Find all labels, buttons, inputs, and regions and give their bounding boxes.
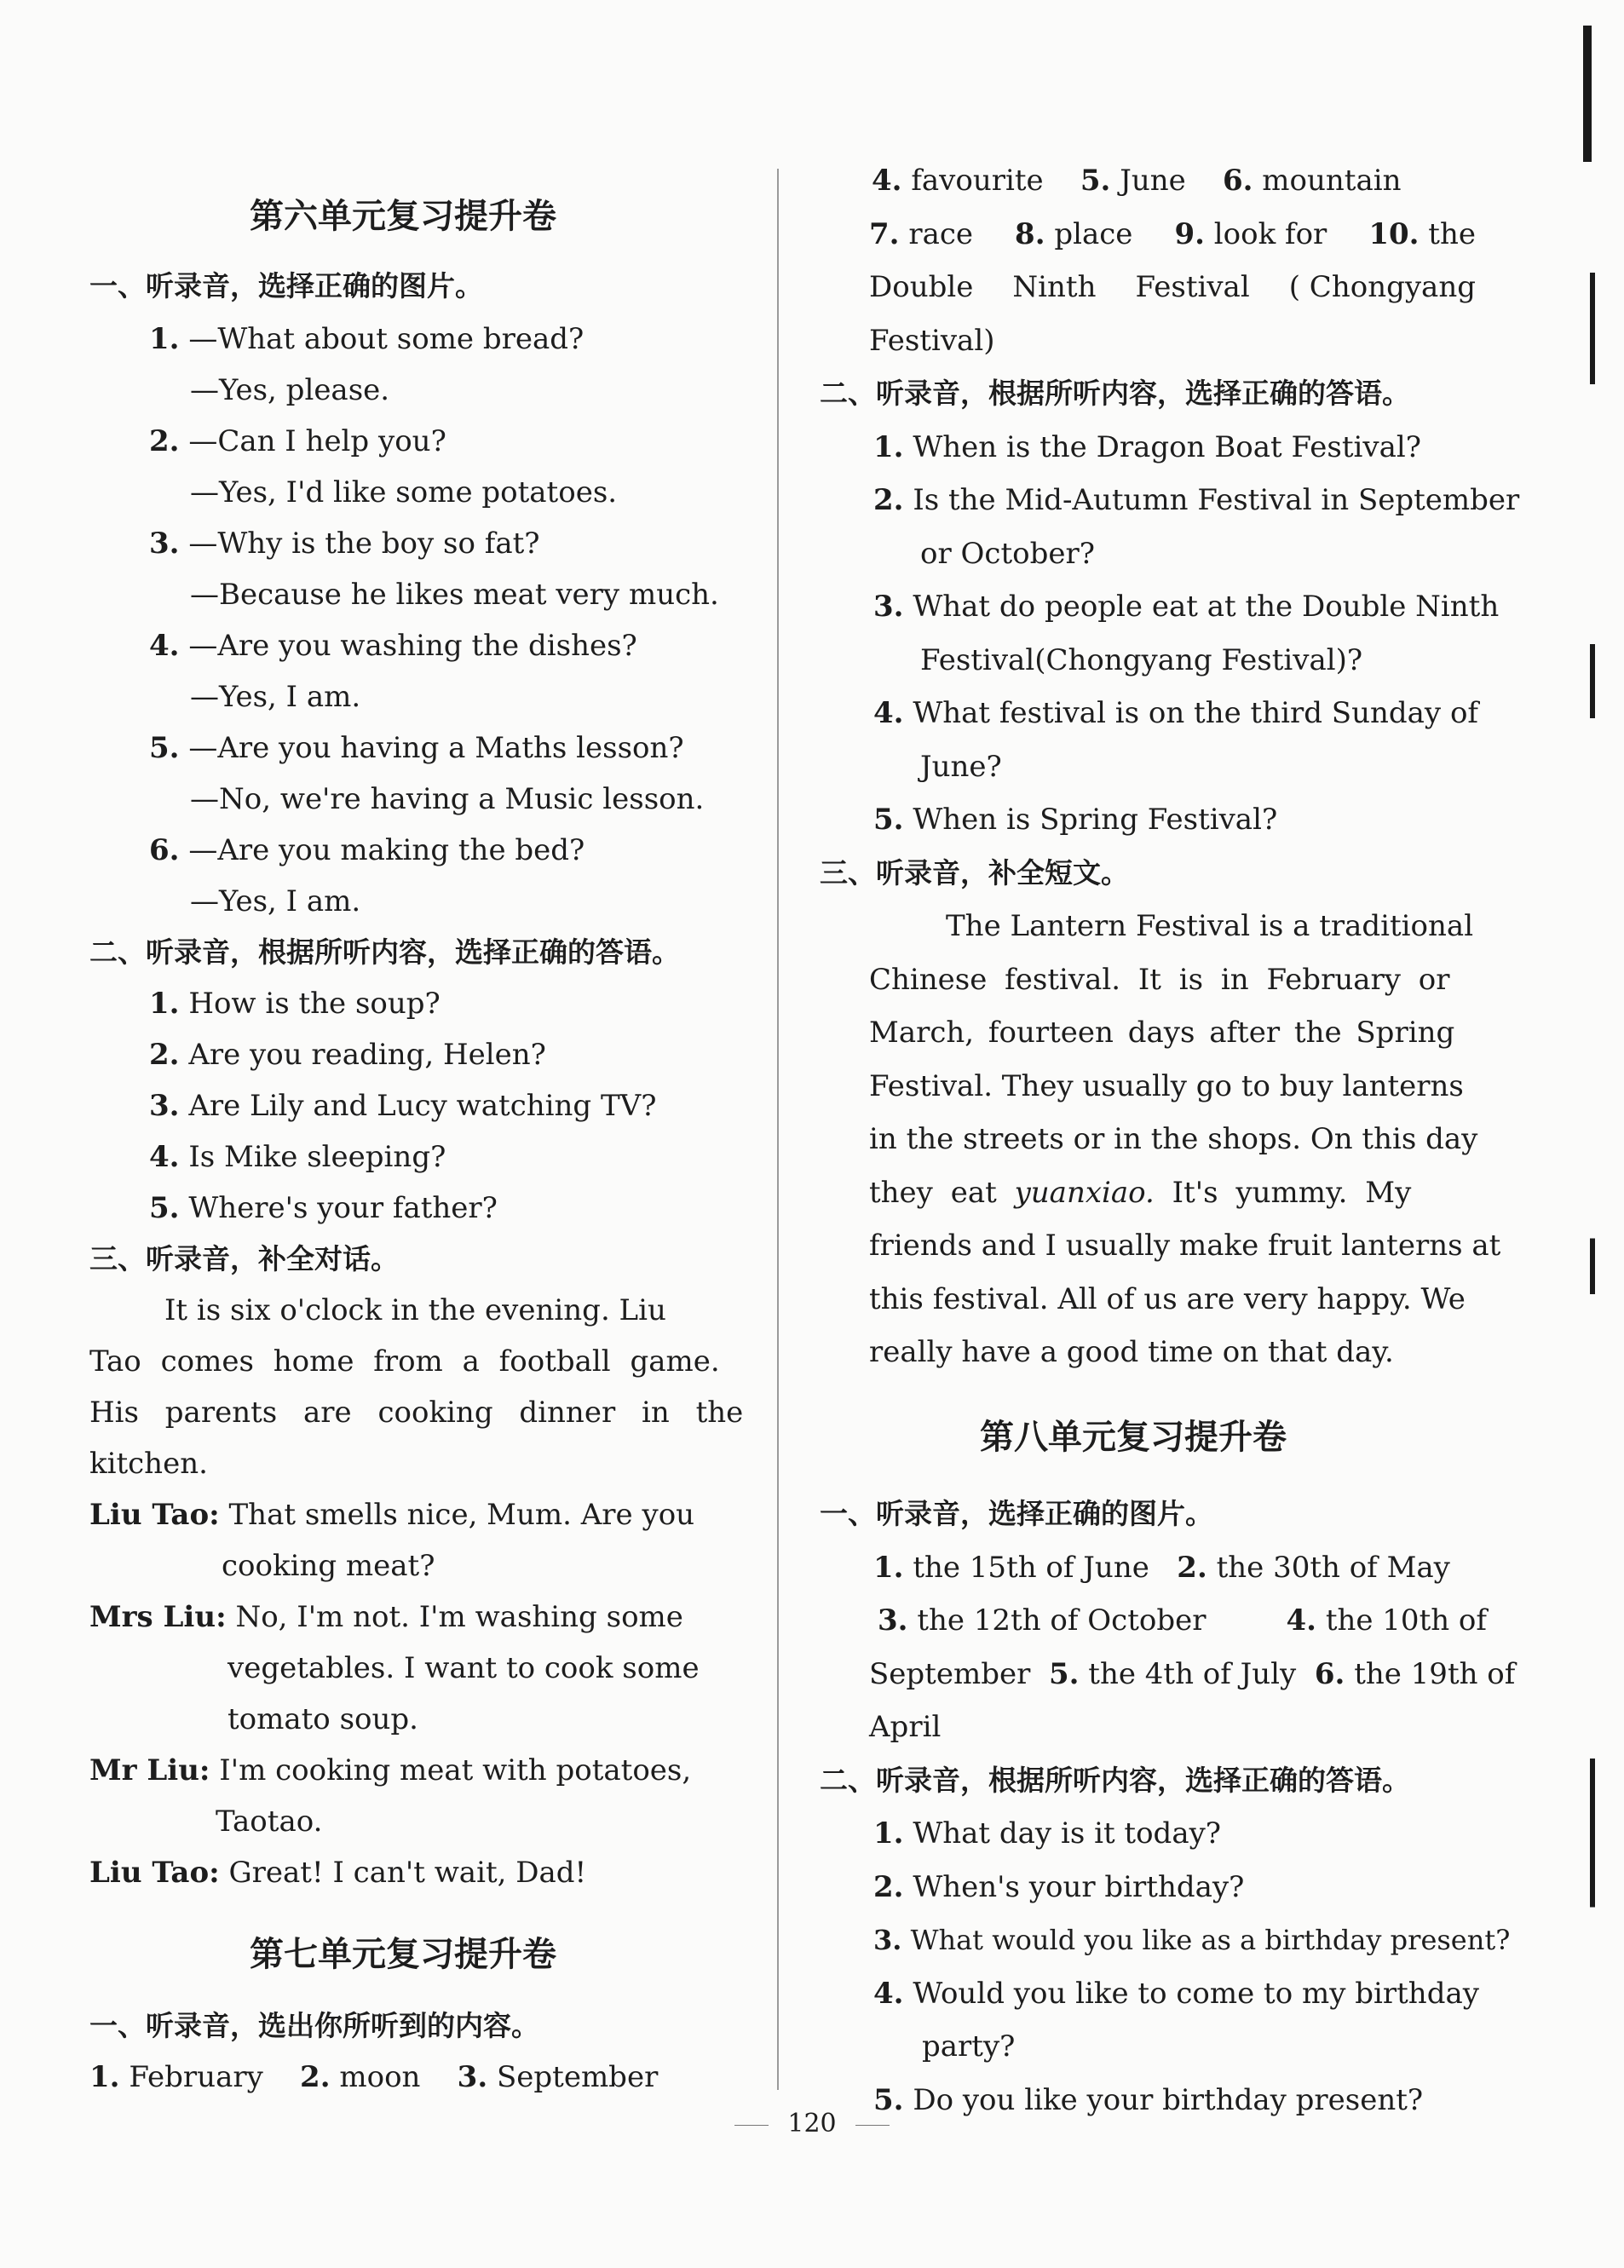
u8-s2-item <box>873 1816 1221 1851</box>
page-number-rule <box>855 2125 890 2126</box>
item-text: the 15th of June <box>913 1551 1149 1585</box>
u7-s2-item <box>873 590 1499 624</box>
item-text: the 30th of May <box>1216 1551 1450 1585</box>
u8-s2-item <box>873 1870 1244 1904</box>
item-number: 1. <box>873 1816 904 1851</box>
passage-line <box>869 1176 1411 1210</box>
page-edge-shadow <box>1590 273 1595 2130</box>
item-text: When is the Dragon Boat Festival? <box>913 430 1421 464</box>
italic-term: yuanxiao. <box>1014 1176 1155 1210</box>
item-number: 4. <box>1286 1603 1316 1638</box>
item-text: What would you like as a birthday present? <box>910 1924 1511 1956</box>
item-text: the 4th of July <box>1088 1657 1297 1691</box>
item-number: 7. <box>869 217 900 251</box>
u7-s2-item <box>873 696 1478 730</box>
item-number: 2. <box>149 424 180 458</box>
u6-s1-reply: —No, we're having a Music lesson. <box>190 782 705 816</box>
u6-s2-item <box>149 1089 656 1123</box>
u8-s1-line <box>878 1603 1487 1638</box>
u7-s1-line <box>869 217 1476 251</box>
item-number: 1. <box>873 1551 904 1585</box>
item-number: 5. <box>149 1191 180 1225</box>
u6-s1-reply: —Yes, please. <box>190 373 390 407</box>
u6-section2-heading: 二、听录音，根据所听内容，选择正确的答语。 <box>89 935 680 969</box>
passage-line: It is six o'clock in the evening. Liu <box>164 1293 666 1327</box>
passage-line: really have a good time on that day. <box>869 1335 1394 1369</box>
u7-s2-item <box>873 803 1277 837</box>
item-text: favourite <box>911 164 1044 198</box>
dialogue-line <box>89 1600 683 1634</box>
item-number: 10. <box>1368 217 1420 251</box>
passage-text: It's yummy. My <box>1172 1176 1412 1210</box>
item-continuation: Festival(Chongyang Festival)? <box>920 643 1363 677</box>
u6-section3-heading: 三、听录音，补全对话。 <box>89 1242 399 1275</box>
item-text: Are Lily and Lucy watching TV? <box>188 1089 657 1123</box>
u6-s1-reply: —Yes, I am. <box>190 884 361 918</box>
item-number: 3. <box>149 1089 180 1123</box>
u7-section1-heading: 一、听录音，选出你所听到的内容。 <box>89 2009 539 2042</box>
u6-s1-reply: —Yes, I am. <box>190 680 361 714</box>
item-number: 6. <box>149 833 180 867</box>
item-text: September <box>496 2060 659 2094</box>
item-continuation: June? <box>920 750 1002 784</box>
item-text: the 19th of <box>1354 1657 1516 1691</box>
u6-s2-item <box>149 1191 498 1225</box>
u6-s1-reply: —Because he likes meat very much. <box>190 578 719 612</box>
item-text: look for <box>1213 217 1327 251</box>
item-continuation: party? <box>922 2029 1016 2064</box>
item-text: Is Mike sleeping? <box>188 1140 446 1174</box>
item-number: 6. <box>1222 164 1253 198</box>
column-divider <box>777 169 779 2090</box>
item-number: 5. <box>1048 1657 1080 1691</box>
passage-line: March, fourteen days after the Spring <box>869 1016 1455 1050</box>
u7-s1-line <box>89 2060 658 2094</box>
item-number: 4. <box>873 696 904 730</box>
item-number: 8. <box>1015 217 1045 251</box>
passage-line: friends and I usually make fruit lanterns at <box>869 1229 1501 1263</box>
u8-s1-line <box>873 1551 1450 1585</box>
u7-s2-item <box>873 430 1421 464</box>
item-number: 3. <box>873 1924 902 1956</box>
u6-s1-item <box>149 629 637 663</box>
dialogue-text: I'm cooking meat with potatoes, <box>219 1753 692 1787</box>
item-text: September <box>869 1657 1031 1691</box>
item-number: 5. <box>1080 164 1111 198</box>
item-text: ( Chongyang <box>1288 270 1476 304</box>
speaker-label: Mr Liu: <box>89 1753 210 1787</box>
passage-line: Chinese festival. It is in February or <box>869 963 1450 997</box>
dialogue-line: tomato soup. <box>227 1702 418 1736</box>
u7-s1-line <box>869 270 1476 304</box>
item-text: race <box>908 217 973 251</box>
item-text: —Why is the boy so fat? <box>188 527 540 561</box>
u6-s1-item <box>149 322 584 356</box>
item-text: mountain <box>1262 164 1402 198</box>
item-text: What day is it today? <box>913 1816 1222 1851</box>
speaker-label: Liu Tao: <box>89 1498 220 1532</box>
item-number: 1. <box>149 987 180 1021</box>
item-text: moon <box>339 2060 421 2094</box>
item-number: 3. <box>149 527 180 561</box>
passage-line: The Lantern Festival is a traditional <box>946 909 1474 943</box>
item-text: Would you like to come to my birthday <box>913 1977 1479 2011</box>
u8-s2-item <box>873 1923 1510 1957</box>
dialogue-line <box>89 1753 691 1787</box>
item-number: 2. <box>1177 1551 1207 1585</box>
item-number: 1. <box>89 2060 120 2094</box>
u6-s2-item <box>149 987 441 1021</box>
u7-s1-line: Festival) <box>869 324 995 358</box>
item-number: 4. <box>872 164 902 198</box>
unit6-title: 第六单元复习提升卷 <box>250 197 556 236</box>
dialogue-line <box>89 1856 586 1890</box>
u6-s1-item <box>149 527 540 561</box>
u8-section2-heading: 二、听录音，根据所听内容，选择正确的答语。 <box>820 1764 1410 1797</box>
item-number: 3. <box>878 1603 908 1638</box>
u6-section1-heading: 一、听录音，选择正确的图片。 <box>89 269 483 302</box>
speaker-label: Liu Tao: <box>89 1856 220 1890</box>
u6-s2-item <box>149 1140 446 1174</box>
speaker-label: Mrs Liu: <box>89 1600 227 1634</box>
passage-line: Tao comes home from a football game. <box>89 1344 720 1379</box>
item-text: the <box>1428 217 1476 251</box>
item-number: 5. <box>873 803 904 837</box>
item-text: the 12th of October <box>917 1603 1206 1638</box>
item-number: 4. <box>873 1977 904 2011</box>
passage-line: kitchen. <box>89 1447 208 1481</box>
passage-line: His parents are cooking dinner in the <box>89 1396 744 1430</box>
item-text: Festival <box>1135 270 1250 304</box>
item-text: How is the soup? <box>188 987 441 1021</box>
item-text: Are you reading, Helen? <box>188 1038 546 1072</box>
unit8-title: 第八单元复习提升卷 <box>980 1418 1287 1457</box>
dialogue-text: No, I'm not. I'm washing some <box>235 1600 683 1634</box>
dialogue-line: vegetables. I want to cook some <box>227 1651 700 1685</box>
item-number: 1. <box>873 430 904 464</box>
item-text: When's your birthday? <box>913 1870 1245 1904</box>
item-number: 3. <box>873 590 904 624</box>
u6-s2-item <box>149 1038 546 1072</box>
dialogue-text: Great! I can't wait, Dad! <box>228 1856 587 1890</box>
item-text: the 10th of <box>1325 1603 1487 1638</box>
passage-text: they eat <box>869 1176 997 1210</box>
item-number: 2. <box>300 2060 331 2094</box>
dialogue-line: cooking meat? <box>222 1549 435 1583</box>
page-number-text: 120 <box>787 2109 837 2138</box>
passage-line: in the streets or in the shops. On this day <box>869 1122 1478 1156</box>
item-number: 1. <box>149 322 180 356</box>
item-number: 6. <box>1314 1657 1345 1691</box>
item-number: 4. <box>149 629 180 663</box>
item-number: 3. <box>457 2060 488 2094</box>
item-text: What do people eat at the Double Ninth <box>913 590 1500 624</box>
u7-section3-heading: 三、听录音，补全短文。 <box>820 856 1129 889</box>
dialogue-text: That smells nice, Mum. Are you <box>228 1498 695 1532</box>
item-number: 2. <box>149 1038 180 1072</box>
item-text: —Are you making the bed? <box>188 833 585 867</box>
item-text: When is Spring Festival? <box>913 803 1278 837</box>
item-number: 9. <box>1174 217 1205 251</box>
u6-s1-item <box>149 833 585 867</box>
item-text: What festival is on the third Sunday of <box>913 696 1478 730</box>
item-number: 5. <box>149 731 180 765</box>
item-text: place <box>1054 217 1133 251</box>
dialogue-line <box>89 1498 694 1532</box>
item-continuation: or October? <box>920 537 1095 571</box>
u8-s1-line <box>869 1657 1515 1691</box>
item-number: 5. <box>873 2083 904 2117</box>
item-text: February <box>129 2060 263 2094</box>
unit7-title: 第七单元复习提升卷 <box>250 1935 556 1974</box>
item-text: Do you like your birthday present? <box>913 2083 1424 2117</box>
u7-section2-heading: 二、听录音，根据所听内容，选择正确的答语。 <box>820 377 1410 410</box>
u6-s1-item <box>149 731 684 765</box>
item-number: 4. <box>149 1140 180 1174</box>
u6-s1-item <box>149 424 446 458</box>
item-text: —Can I help you? <box>188 424 446 458</box>
u8-s2-item <box>873 1977 1479 2011</box>
page-number <box>0 2109 1624 2138</box>
item-text: Ninth <box>1012 270 1097 304</box>
passage-line: Festival. They usually go to buy lanterns <box>869 1069 1464 1103</box>
u7-s2-item <box>873 483 1519 517</box>
item-text: June <box>1120 164 1186 198</box>
u8-s1-line: April <box>869 1710 942 1744</box>
item-number: 2. <box>873 483 904 517</box>
item-text: —Are you having a Maths lesson? <box>188 731 684 765</box>
item-text: Double <box>869 270 974 304</box>
page-edge-mark <box>1583 26 1592 162</box>
u7-s1-line <box>872 164 1402 198</box>
passage-line: this festival. All of us are very happy. We <box>869 1282 1466 1316</box>
u6-s1-reply: —Yes, I'd like some potatoes. <box>190 475 618 509</box>
dialogue-line: Taotao. <box>216 1805 323 1839</box>
page-number-rule <box>734 2125 769 2126</box>
item-text: —What about some bread? <box>188 322 585 356</box>
u8-section1-heading: 一、听录音，选择正确的图片。 <box>820 1497 1213 1530</box>
item-number: 2. <box>873 1870 904 1904</box>
item-text: Is the Mid-Autumn Festival in September <box>913 483 1520 517</box>
item-text: —Are you washing the dishes? <box>188 629 637 663</box>
item-text: Where's your father? <box>188 1191 498 1225</box>
